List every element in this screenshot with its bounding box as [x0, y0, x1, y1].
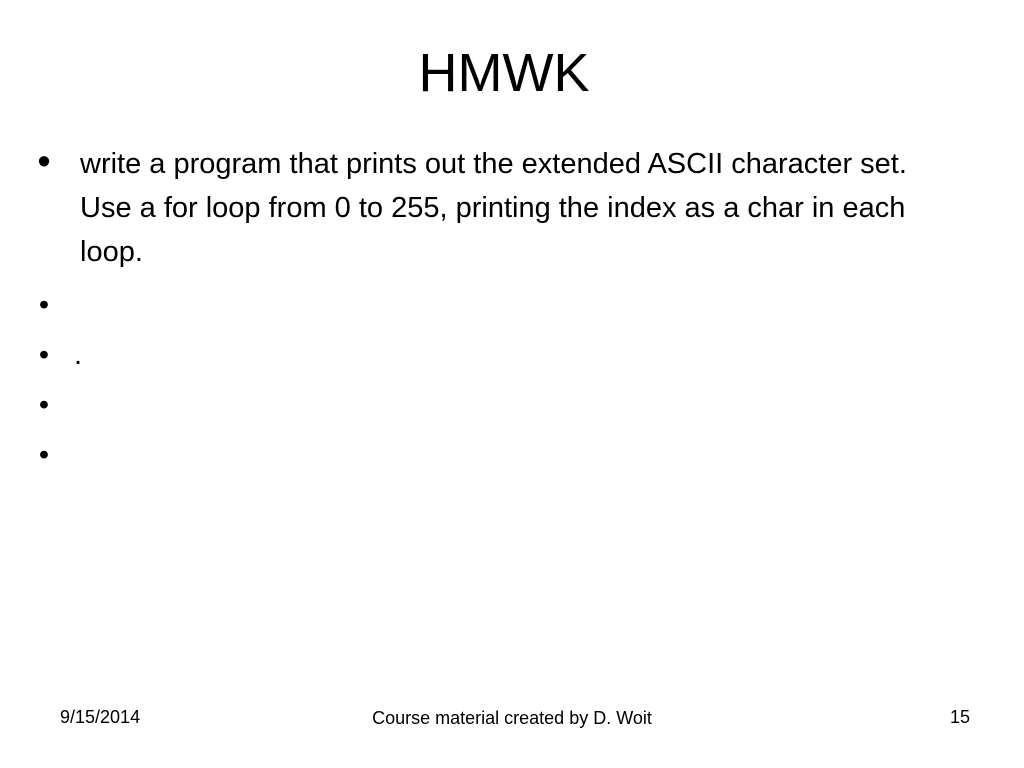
bullet-icon: • — [38, 389, 50, 421]
list-item-text — [74, 433, 934, 477]
list-item — [34, 433, 934, 477]
list-item — [34, 283, 934, 327]
bullet-icon: • — [38, 439, 50, 471]
footer-credit: Course material created by D. Woit — [372, 708, 652, 728]
slide-title: HMWK — [418, 43, 590, 103]
bullet-icon: • — [37, 141, 51, 183]
list-item — [34, 333, 934, 377]
bullet-icon: • — [38, 289, 50, 321]
footer-date: 9/15/2014 — [60, 707, 141, 727]
bullet-icon: • — [38, 339, 50, 371]
list-item — [34, 383, 934, 427]
list-item-text: . — [74, 339, 83, 371]
list-item — [34, 142, 934, 274]
page-number: 15 — [949, 707, 970, 727]
list-item-text — [74, 383, 934, 427]
bullet-list — [34, 142, 934, 483]
list-item-text: write a program that prints out the extended ASCII character set. Use a for loop from 0 to 255, printing the index as a char in each loop. — [80, 148, 907, 268]
list-item-text — [74, 283, 934, 327]
